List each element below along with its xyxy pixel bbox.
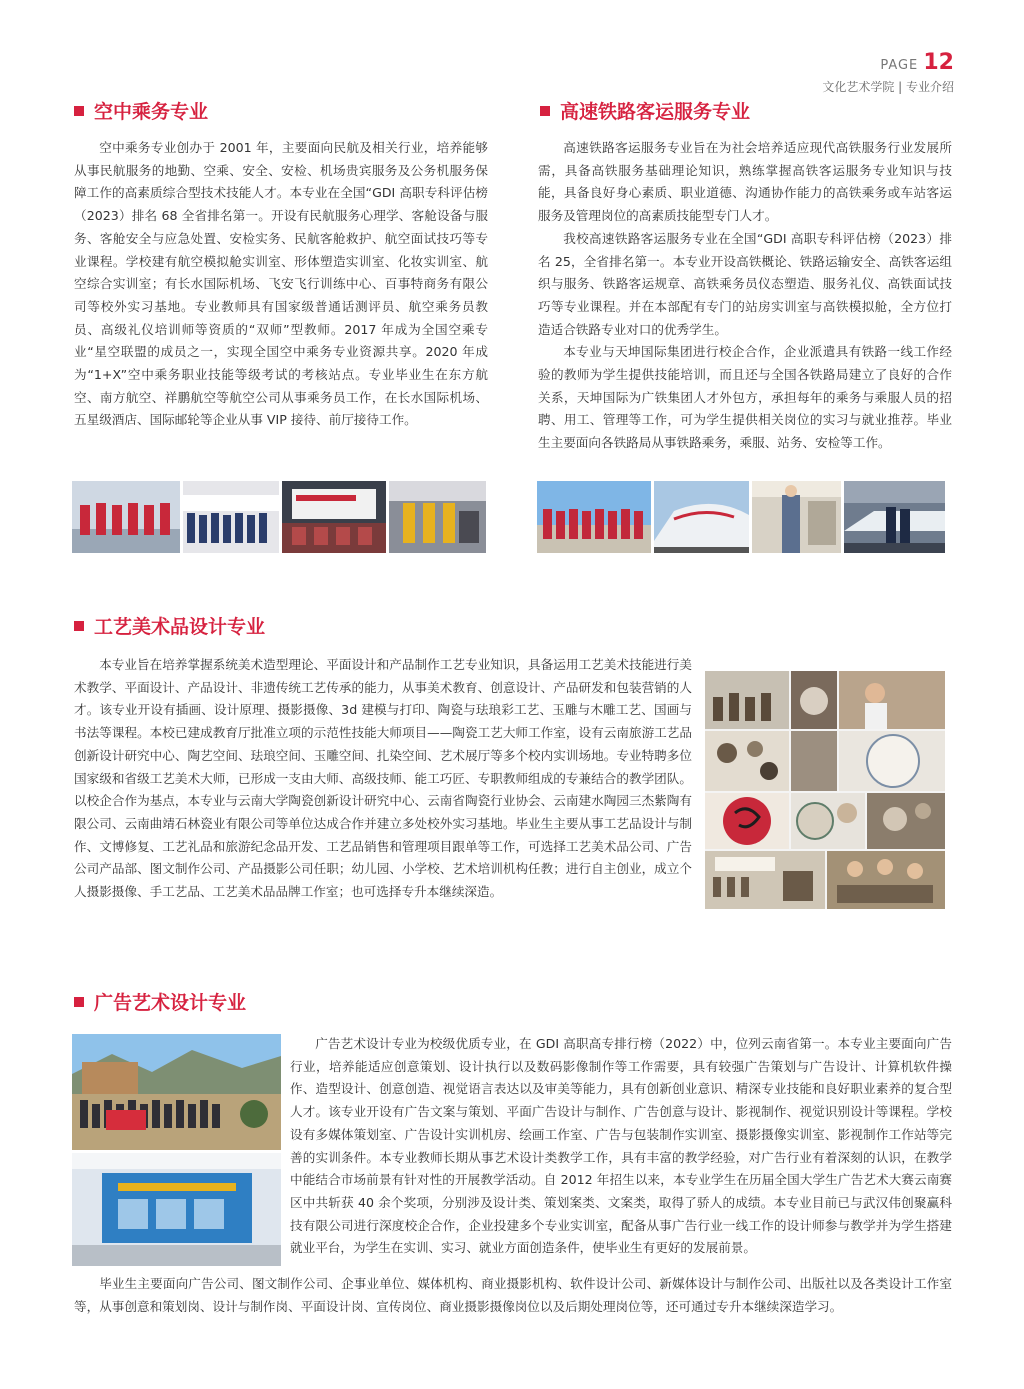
paragraph: 空中乘务专业创办于 2001 年，主要面向民航及相关行业，培养能够从事民航服务的地勤、空乘、安全、安检、机场贵宾服务及公务机服务保障工作的高素质综合型技术技能人才。本专业在全国“GDI 高职专科评估榜（2023）排名 68 全省排名第一。开设有民航服务心理学、客舱设备与服务、客舱安全与应急处置、安检实务、民航客舱救护、航空面试技巧等专业课程。学校建有航空模拟舱实训室、形体塑造实训室、化妆实训室、航空综合实训室；有长水国际机场、飞安飞行训练中心、百事特商务有限公司等校外实习基地。专业教师具有国家级普通话测评员、航空乘务员教员、高级礼仪培训师等资质的“双师”型教师。2017 年成为全国空乘专业“星空联盟的成员之一，实现全国空中乘务专业资源共享。2020 年成为“1+X”空中乘务职业技能等级考试的考核站点。专业毕业生在东方航空、南方航空、祥鹏航空等航空公司从事乘务员工作，在长水国际机场、五星级酒店、国际邮轮等企业从事 VIP 接待、前厅接待工作。 bbox=[74, 140, 488, 428]
section-body-railway bbox=[538, 137, 952, 455]
page-number bbox=[880, 50, 954, 75]
section-title-crafts bbox=[74, 612, 265, 639]
photo-train-platform bbox=[844, 481, 945, 553]
photo-high-speed-train bbox=[654, 481, 749, 553]
bullet-square-icon bbox=[540, 106, 550, 116]
section-body-advertising bbox=[290, 1033, 952, 1260]
heading-text: 工艺美术品设计专业 bbox=[94, 616, 266, 638]
paragraph: 毕业生主要面向广告公司、图文制作公司、企事业单位、媒体机构、商业摄影机构、软件设计公司、新媒体设计与制作公司、出版社以及各类设计工作室等，从事创意和策划岗、设计与制作岗、平面设计岗、宣传岗位、商业摄影摄像岗位以及后期处理岗位等，还可通过专升本继续深造学习。 bbox=[74, 1276, 952, 1314]
photo-crew-team bbox=[183, 481, 279, 553]
bullet-square-icon bbox=[74, 106, 84, 116]
photo-train-attendant bbox=[752, 481, 841, 553]
section-body-crafts bbox=[74, 654, 692, 904]
section-title-aviation bbox=[74, 97, 208, 124]
heading-text: 广告艺术设计专业 bbox=[94, 992, 247, 1014]
photo-railway-students bbox=[537, 481, 651, 553]
bullet-square-icon bbox=[74, 621, 84, 631]
section-body-advertising-graduates bbox=[74, 1273, 952, 1318]
heading-text: 空中乘务专业 bbox=[94, 101, 209, 123]
paragraph: 高速铁路客运服务专业旨在为社会培养适应现代高铁服务行业发展所需，具备高铁服务基础理论知识，熟练掌握高铁客运服务专业知识与技能，具备良好身心素质、职业道德、沟通协作能力的高铁乘务或车站客运服务及管理岗位的高素质技能型专门人才。 bbox=[538, 140, 952, 224]
photo-cabin-crew-group bbox=[72, 481, 180, 553]
paragraph: 广告艺术设计专业为校级优质专业，在 GDI 高职高专排行榜（2022）中，位列云南省第一。本专业主要面向广告行业，培养能适应创意策划、设计执行以及数码影像制作等工作需要，具有较强广告策划与广告设计、计算机软件操作、造型设计、创意创造、视觉语言表达以及审美等能力，具有创新创业意识、精深专业技能和良好职业素养的复合型人才。该专业开设有广告文案与策划、平面广告设计与制作、广告创意与设计、影视制作、视觉识别设计等课程。学校设有多媒体策划室、广告设计实训机房、绘画工作室、广告与包装制作实训室、摄影摄像实训室、影视制作工作站等完善的实训条件。本专业教师长期从事艺术设计类教学工作，具有丰富的教学经验，对广告行业有着深刻的认识，在教学中能结合市场前景有针对性的开展教学活动。自 2012 年招生以来，本专业学生在历届全国大学生广告艺术大赛云南赛区中共斩获 40 余个奖项，分别涉及设计类、策划案类、文案类，取得了骄人的成绩。本专业目前已与武汉伟创聚赢科技有限公司进行深度校企合作，企业投建多个专业实训室，配备从事广告行业一线工作的设计师参与教学并为学生搭建就业平台，为学生在实训、实习、就业方面创造条件，使毕业生有更好的发展前景。 bbox=[290, 1036, 952, 1256]
section-title-advertising bbox=[74, 988, 246, 1015]
bullet-square-icon bbox=[74, 997, 84, 1007]
section-body-aviation bbox=[74, 137, 488, 432]
photo-crafts-collage bbox=[705, 671, 945, 909]
paragraph: 我校高速铁路客运服务专业在全国“GDI 高职专科评估榜（2023）排名 25，全省排名第一。本专业开设高铁概论、铁路运输安全、高铁客运组织与服务、铁路客运规章、高铁乘务员仪态塑造、服务礼仪、高铁面试技巧等专业课程。并在本部配有专门的站房实训室与高铁模拟舱，全方位打造适合铁路专业对口的优秀学生。 bbox=[538, 230, 952, 337]
page-subtitle: 文化艺术学院 | 专业介绍 bbox=[822, 80, 954, 94]
page-label: PAGE bbox=[880, 58, 919, 73]
photo-cabin-service bbox=[389, 481, 486, 553]
paragraph: 本专业旨在培养掌握系统美术造型理论、平面设计和产品制作工艺专业知识，具备运用工艺美术技能进行美术教学、平面设计、产品设计、非遗传统工艺传承的能力，从事美术教育、创意设计、产品研发和包装营销的人才。该专业开设有插画、设计原理、摄影摄像、3d 建模与打印、陶瓷与珐琅彩工艺、玉雕与木雕工艺、国画与书法等课程。本校已建成教育厅批准立项的示范性技能大师项目——陶瓷工艺大师工作室，设有云南旅游工艺品创新设计研究中心、陶艺空间、珐琅空间、玉雕空间、扎染空间、艺术展厅等多个校内实训场地。专业特聘多位国家级和省级工艺美术大师，已形成一支由大师、高级技师、能工巧匠、专职教师组成的专兼结合的教学团队。以校企合作为基点，本专业与云南大学陶瓷创新设计研究中心、云南省陶瓷行业协会、云南建水陶园三杰紫陶有限公司、云南曲靖石林瓷业有限公司等单位达成合作并建立多处校外实习基地。毕业生主要从事工艺品设计与制作、文博修复、工艺礼品和旅游纪念品开发、工艺品销售和管理项目跟单等工作，可选择工艺美术品公司、广告公司产品部、图文制作公司、产品摄影公司任职；幼儿园、小学校、艺术培训机构任教；进行自主创业，成立个人摄影摄像、手工艺品、工艺美术品品牌工作室；也可选择专升本继续深造。 bbox=[74, 657, 692, 900]
photo-advertising-group bbox=[72, 1034, 281, 1150]
photo-cabin-simulator bbox=[282, 481, 386, 553]
heading-text: 高速铁路客运服务专业 bbox=[560, 101, 751, 123]
page-number-value: 12 bbox=[923, 50, 954, 75]
paragraph: 本专业与天坤国际集团进行校企合作，企业派遣具有铁路一线工作经验的教师为学生提供技能培训，而且还与全国各铁路局建立了良好的合作关系，天坤国际为广铁集团人才外包方，承担每年的乘务与乘服人员的招聘、用工、管理等工作，可为学生提供相关岗位的实习与就业推荐。毕业生主要面向各铁路局从事铁路乘务，乘服、站务、安检等工作。 bbox=[538, 344, 952, 451]
photo-advertising-exhibition bbox=[72, 1153, 281, 1266]
section-title-railway bbox=[540, 97, 750, 124]
